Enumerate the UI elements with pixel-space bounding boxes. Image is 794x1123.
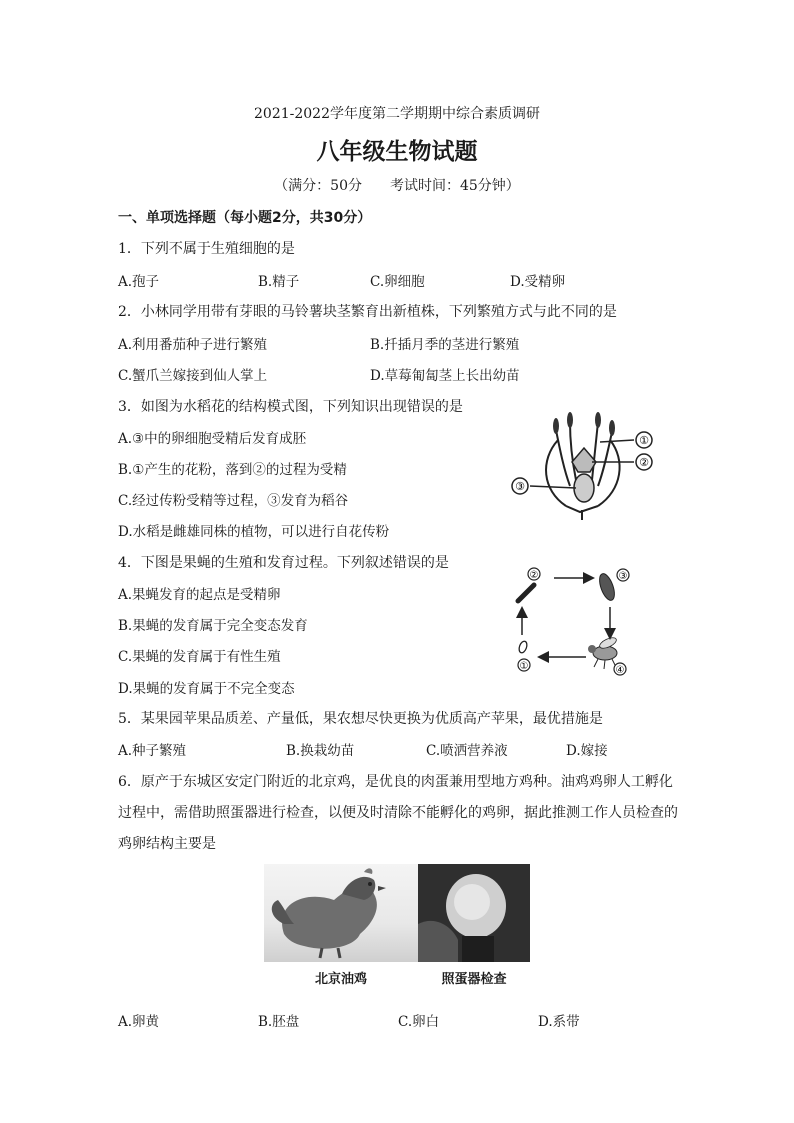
q3-option-c: C.经过传粉受精等过程，③发育为稻谷 [118,493,349,509]
photo-caption-chicken: 北京油鸡 [314,972,367,987]
q6-option-b: B.胚盘 [258,1014,300,1030]
stage-label-2: ② [529,570,539,581]
beijing-chicken-photo [264,864,418,962]
q3-option-d: D.水稻是雌雄同株的植物，可以进行自花传粉 [118,524,390,540]
q2-option-c: C.蟹爪兰嫁接到仙人掌上 [118,368,268,384]
exam-title: 八年级生物试题 [316,139,478,165]
q6-option-c: C.卵白 [398,1014,440,1030]
section-heading: 一、单项选择题（每小题2分，共30分） [118,210,372,226]
q4-option-b: B.果蝇的发育属于完全变态发育 [118,618,308,634]
pupa [597,572,618,602]
question-2-stem: 2．小林同学用带有芽眼的马铃薯块茎繁育出新植株，下列繁殖方式与此不同的是 [118,304,617,320]
stage-label-4: ④ [615,665,625,676]
question-3-stem: 3．如图为水稻花的结构模式图，下列知识出现错误的是 [118,399,463,415]
q4-option-c: C.果蝇的发育属于有性生殖 [118,649,281,665]
adult-fly [588,636,618,669]
question-6-stem-line3: 鸡卵结构主要是 [118,836,216,852]
q1-option-a: A.孢子 [118,274,160,290]
q1-option-d: D.受精卵 [510,274,566,290]
stigma [572,448,596,472]
question-4-stem: 4．下图是果蝇的生殖和发育过程。下列叙述错误的是 [118,555,449,571]
fruit-fly-lifecycle-diagram [510,565,640,680]
q5-option-a: A.种子繁殖 [118,743,187,759]
q6-option-a: A.卵黄 [118,1014,160,1030]
q1-option-c: C.卵细胞 [370,274,425,290]
larva [518,585,534,601]
question-5-stem: 5．某果园苹果品质差、产量低，果农想尽快更换为优质高产苹果，最优措施是 [118,711,603,727]
stage-label-1: ① [519,661,529,672]
ovary [574,474,594,502]
egg [518,640,529,654]
q2-option-a: A.利用番茄种子进行繁殖 [118,337,268,353]
q2-option-d: D.草莓匍匐茎上长出幼苗 [370,368,520,384]
photo-caption-candling: 照蛋器检查 [441,972,507,987]
label-3: ③ [515,480,525,493]
q3-option-b: B.①产生的花粉，落到②的过程为受精 [118,462,347,478]
q3-option-a: A.③中的卵细胞受精后发育成胚 [118,431,307,447]
q5-option-c: C.喷洒营养液 [426,743,508,759]
exam-subtitle: 2021-2022学年度第二学期期中综合素质调研 [254,106,540,122]
exam-info: （满分：50分 考试时间：45分钟） [274,178,520,194]
q5-option-b: B.换栽幼苗 [286,743,355,759]
q2-option-b: B.扦插月季的茎进行繁殖 [370,337,520,353]
question-6-stem-line2: 过程中，需借助照蛋器进行检查，以便及时清除不能孵化的鸡卵，据此推测工作人员检查的 [118,805,678,821]
egg-candling-photo [418,864,530,962]
q5-option-d: D.嫁接 [566,743,608,759]
q4-option-a: A.果蝇发育的起点是受精卵 [118,587,281,603]
question-1-stem: 1．下列不属于生殖细胞的是 [118,241,295,257]
label-1: ① [639,434,649,447]
rice-flower-diagram [500,410,670,522]
q4-option-d: D.果蝇的发育属于不完全变态 [118,681,295,697]
question-6-stem-line1: 6．原产于东城区安定门附近的北京鸡，是优良的肉蛋兼用型地方鸡种。油鸡鸡卵人工孵化 [118,774,673,790]
stage-label-3: ③ [618,571,628,582]
q1-option-b: B.精子 [258,274,300,290]
husk-left [546,440,566,506]
label-2: ② [639,456,649,469]
q6-option-d: D.系带 [538,1014,580,1030]
